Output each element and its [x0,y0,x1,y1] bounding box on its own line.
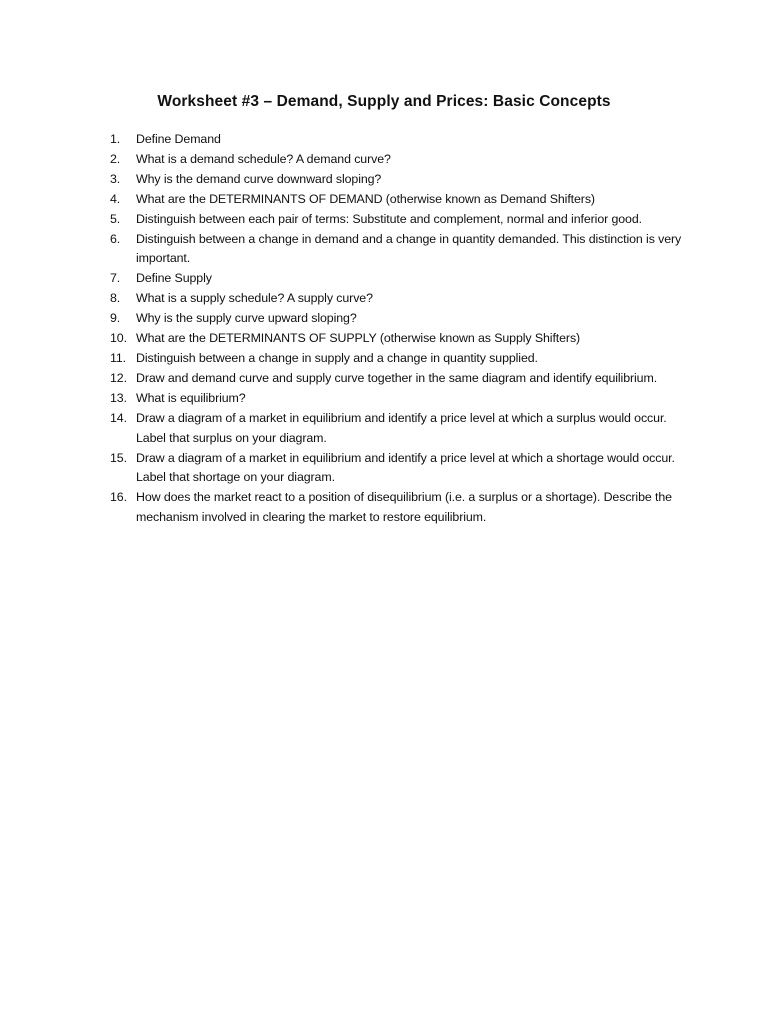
question-item [110,349,685,369]
question-text: What are the DETERMINANTS OF DEMAND (otherwise known as Demand Shifters) [136,191,595,206]
question-item [110,130,685,150]
question-number: 15. [110,450,127,465]
question-text: Why is the supply curve upward sloping? [136,311,357,326]
question-item [110,190,685,210]
question-item [110,409,685,449]
question-number: 3. [110,171,121,186]
question-number: 7. [110,271,121,286]
question-text: Draw a diagram of a market in equilibrium and identify a price level at which a shortage would occur. Label that shortage on your diagram. [136,450,675,485]
question-text: Define Demand [136,132,221,146]
question-number: 14. [110,410,127,425]
question-number: 13. [110,390,127,405]
question-text: What is equilibrium? [136,390,246,405]
question-text: What are the DETERMINANTS OF SUPPLY (otherwise known as Supply Shifters) [136,331,581,346]
worksheet-title [0,93,768,111]
worksheet-title-text: Worksheet #3 – Demand, Supply and Prices: Basic Concepts [157,93,611,110]
question-item [110,389,685,409]
question-number: 8. [110,291,121,306]
question-item [110,150,685,170]
question-item [110,269,685,289]
question-item [110,309,685,329]
question-text: What is a supply schedule? A supply curve? [136,291,373,306]
question-number: 11. [110,350,127,365]
question-number: 5. [110,211,121,226]
question-text: Distinguish between a change in supply and a change in quantity supplied. [136,350,538,365]
question-item [110,488,685,528]
question-number: 4. [110,191,121,206]
question-text: What is a demand schedule? A demand curve? [136,151,391,166]
question-item [110,210,685,230]
question-text: Draw and demand curve and supply curve together in the same diagram and identify equilibrium. [136,370,658,385]
question-number: 9. [110,311,121,326]
question-item [110,329,685,349]
question-text: How does the market react to a position of disequilibrium (i.e. a surplus or a shortage). Describe the mechanism involved in clearing the market to restore equilibrium. [136,490,672,525]
question-list [110,130,685,528]
question-number: 6. [110,231,121,246]
question-text: Draw a diagram of a market in equilibrium and identify a price level at which a surplus would occur. Label that surplus on your diagram. [136,410,667,445]
question-text: Define Supply [136,271,212,286]
question-item [110,170,685,190]
question-number: 12. [110,370,127,385]
question-item [110,369,685,389]
question-number: 2. [110,151,121,166]
question-text: Distinguish between a change in demand and a change in quantity demanded. This distinction is very important. [136,231,682,266]
question-number: 10. [110,331,127,346]
question-item [110,449,685,489]
question-number: 1. [110,132,121,146]
question-text: Distinguish between each pair of terms: Substitute and complement, normal and inferior good. [136,211,642,226]
question-item [110,289,685,309]
question-text: Why is the demand curve downward sloping? [136,171,382,186]
question-item [110,230,685,270]
question-number: 16. [110,490,127,505]
